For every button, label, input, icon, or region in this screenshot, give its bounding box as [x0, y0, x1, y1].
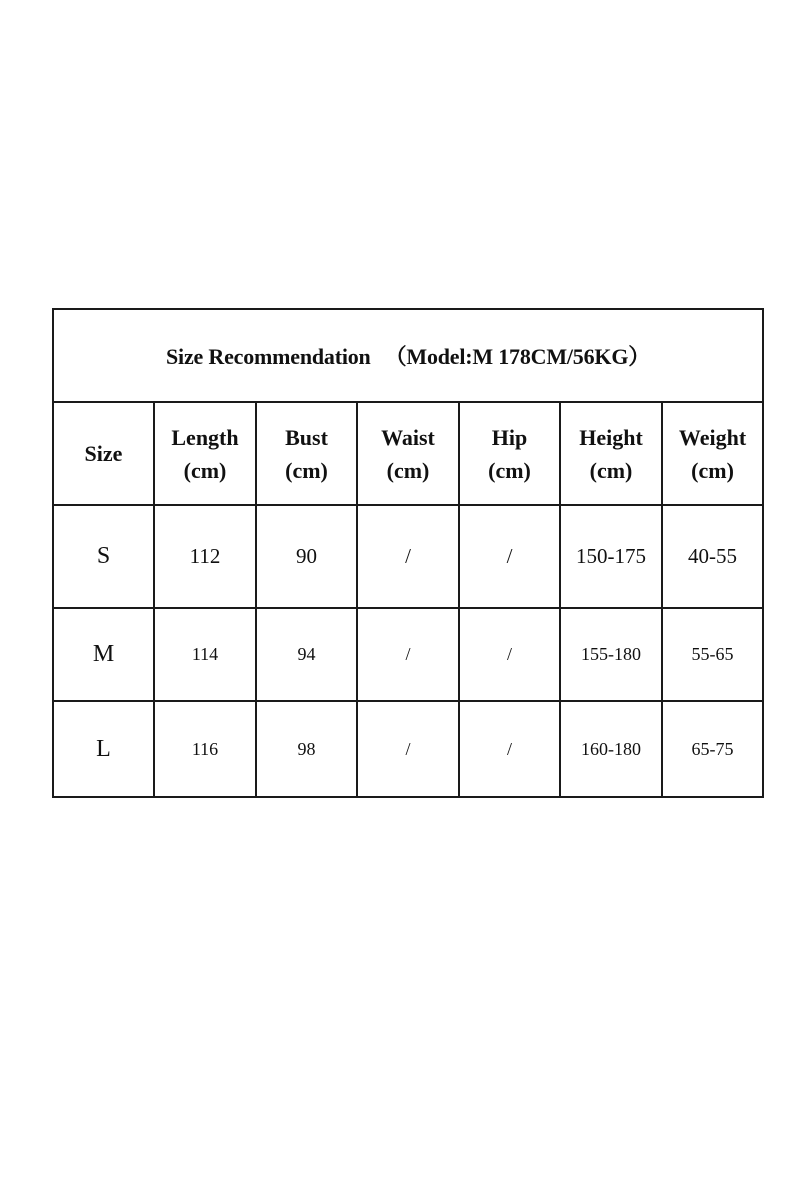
size-recommendation-table: [52, 308, 764, 798]
header-height: Height (cm): [560, 402, 662, 505]
cell-size: S: [53, 505, 154, 608]
cell-size: M: [53, 608, 154, 701]
title-row: [53, 309, 763, 402]
table-row: [53, 505, 763, 608]
cell-bust: 98: [256, 701, 357, 797]
cell-weight: 55-65: [662, 608, 763, 701]
cell-height: 150-175: [560, 505, 662, 608]
header-length: Length (cm): [154, 402, 256, 505]
table-row: [53, 608, 763, 701]
cell-hip: /: [459, 701, 560, 797]
cell-bust: 90: [256, 505, 357, 608]
header-hip: Hip (cm): [459, 402, 560, 505]
table-title-text: Size Recommendation: [166, 344, 371, 369]
table-title-model: （Model:M 178CM/56KG）: [384, 344, 651, 369]
header-size: Size: [53, 402, 154, 505]
cell-hip: /: [459, 608, 560, 701]
table-row: [53, 701, 763, 797]
header-row: [53, 402, 763, 505]
cell-weight: 65-75: [662, 701, 763, 797]
cell-length: 116: [154, 701, 256, 797]
cell-height: 155-180: [560, 608, 662, 701]
header-weight: Weight (cm): [662, 402, 763, 505]
cell-length: 114: [154, 608, 256, 701]
header-waist: Waist (cm): [357, 402, 459, 505]
cell-length: 112: [154, 505, 256, 608]
cell-waist: /: [357, 505, 459, 608]
cell-waist: /: [357, 608, 459, 701]
table-title: [53, 309, 763, 402]
cell-waist: /: [357, 701, 459, 797]
cell-weight: 40-55: [662, 505, 763, 608]
header-bust: Bust (cm): [256, 402, 357, 505]
cell-size: L: [53, 701, 154, 797]
cell-height: 160-180: [560, 701, 662, 797]
cell-bust: 94: [256, 608, 357, 701]
cell-hip: /: [459, 505, 560, 608]
